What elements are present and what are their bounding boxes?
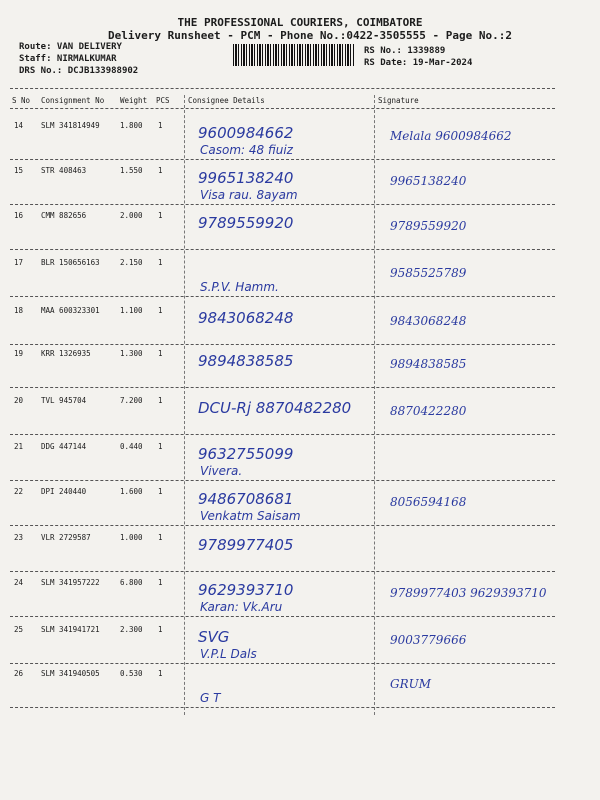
handwritten-phone: DCU-Rj 8870482280 bbox=[198, 399, 352, 417]
row-divider bbox=[10, 616, 555, 617]
cell-pcs: 1 bbox=[158, 533, 163, 542]
handwritten-phone: 9894838585 bbox=[198, 352, 294, 370]
signature: Melala 9600984662 bbox=[390, 129, 512, 143]
cell-consignment: DPI 240440 bbox=[41, 487, 87, 496]
cell-pcs: 1 bbox=[158, 442, 163, 451]
cell-sno: 19 bbox=[14, 349, 24, 358]
cell-consignment: SLM 341940505 bbox=[41, 669, 100, 678]
handwritten-name: G T bbox=[200, 691, 221, 705]
drs-number: DRS No.: DCJB133988902 bbox=[19, 66, 139, 76]
cell-pcs: 1 bbox=[158, 669, 163, 678]
cell-weight: 1.600 bbox=[120, 487, 143, 496]
cell-pcs: 1 bbox=[158, 258, 163, 267]
staff-label: Staff: NIRMALKUMAR bbox=[19, 54, 117, 64]
signature: 9843068248 bbox=[390, 314, 467, 328]
row-divider bbox=[10, 249, 555, 250]
handwritten-name: V.P.L Dals bbox=[200, 647, 257, 661]
table-row bbox=[0, 533, 600, 553]
row-divider bbox=[10, 571, 555, 572]
handwritten-name: Casom: 48 fiuiz bbox=[200, 143, 293, 157]
handwritten-phone: 9629393710 bbox=[198, 581, 294, 599]
cell-consignment: SLM 341814949 bbox=[41, 121, 100, 130]
row-divider bbox=[10, 707, 555, 708]
cell-consignment: DDG 447144 bbox=[41, 442, 87, 451]
cell-sno: 23 bbox=[14, 533, 24, 542]
signature: 8870422280 bbox=[390, 404, 467, 418]
signature: GRUM bbox=[390, 677, 432, 691]
col-consignment: Consignment No bbox=[41, 96, 105, 105]
cell-sno: 24 bbox=[14, 578, 24, 587]
handwritten-phone: 9965138240 bbox=[198, 169, 294, 187]
rs-number: RS No.: 1339889 bbox=[364, 46, 446, 56]
cell-consignment: CMM 882656 bbox=[41, 211, 87, 220]
cell-sno: 15 bbox=[14, 166, 24, 175]
cell-weight: 6.800 bbox=[120, 578, 143, 587]
table-row bbox=[0, 258, 600, 278]
table-row bbox=[0, 625, 600, 645]
cell-consignment: STR 408463 bbox=[41, 166, 87, 175]
rs-date: RS Date: 19-Mar-2024 bbox=[364, 58, 473, 68]
cell-pcs: 1 bbox=[158, 306, 163, 315]
cell-sno: 22 bbox=[14, 487, 24, 496]
cell-pcs: 1 bbox=[158, 211, 163, 220]
cell-weight: 0.530 bbox=[120, 669, 143, 678]
cell-pcs: 1 bbox=[158, 396, 163, 405]
row-divider bbox=[10, 480, 555, 481]
barcode bbox=[233, 44, 355, 66]
cell-sno: 18 bbox=[14, 306, 24, 315]
handwritten-name: Venkatm Saisam bbox=[200, 509, 301, 523]
divider bbox=[10, 108, 555, 109]
cell-sno: 21 bbox=[14, 442, 24, 451]
handwritten-phone: 9789559920 bbox=[198, 214, 294, 232]
company-title: THE PROFESSIONAL COURIERS, COIMBATORE bbox=[177, 16, 423, 29]
cell-consignment: KRR 1326935 bbox=[41, 349, 91, 358]
cell-weight: 1.550 bbox=[120, 166, 143, 175]
signature: 9789559920 bbox=[390, 219, 467, 233]
col-details: Consignee Details bbox=[188, 96, 265, 105]
table-row bbox=[0, 349, 600, 369]
cell-weight: 1.000 bbox=[120, 533, 143, 542]
cell-sno: 20 bbox=[14, 396, 24, 405]
cell-sno: 17 bbox=[14, 258, 24, 267]
row-divider bbox=[10, 344, 555, 345]
cell-weight: 0.440 bbox=[120, 442, 143, 451]
col-sno: S No bbox=[12, 96, 31, 105]
cell-weight: 1.100 bbox=[120, 306, 143, 315]
handwritten-phone: 9789977405 bbox=[198, 536, 294, 554]
cell-consignment: BLR 150656163 bbox=[41, 258, 100, 267]
route-label: Route: VAN DELIVERY bbox=[19, 42, 122, 52]
handwritten-phone: 9632755099 bbox=[198, 445, 294, 463]
signature: 9003779666 bbox=[390, 633, 467, 647]
runsheet-subtitle: Delivery Runsheet - PCM - Phone No.:0422-3505555 - Page No.:2 bbox=[108, 29, 512, 42]
cell-weight: 2.000 bbox=[120, 211, 143, 220]
cell-weight: 1.800 bbox=[120, 121, 143, 130]
cell-weight: 7.200 bbox=[120, 396, 143, 405]
handwritten-name: Visa rau. 8ayam bbox=[200, 188, 298, 202]
handwritten-name: Karan: Vk.Aru bbox=[200, 600, 283, 614]
cell-consignment: SLM 341957222 bbox=[41, 578, 100, 587]
col-weight: Weight bbox=[120, 96, 148, 105]
cell-weight: 1.300 bbox=[120, 349, 143, 358]
table-row bbox=[0, 166, 600, 186]
col-pcs: PCS bbox=[156, 96, 170, 105]
cell-sno: 16 bbox=[14, 211, 24, 220]
cell-consignment: SLM 341941721 bbox=[41, 625, 100, 634]
cell-pcs: 1 bbox=[158, 578, 163, 587]
cell-consignment: TVL 945704 bbox=[41, 396, 87, 405]
cell-weight: 2.150 bbox=[120, 258, 143, 267]
signature: 9965138240 bbox=[390, 174, 467, 188]
handwritten-phone: 9486708681 bbox=[198, 490, 294, 508]
table-row bbox=[0, 211, 600, 231]
row-divider bbox=[10, 159, 555, 160]
cell-pcs: 1 bbox=[158, 625, 163, 634]
row-divider bbox=[10, 387, 555, 388]
cell-pcs: 1 bbox=[158, 121, 163, 130]
table-row bbox=[0, 669, 600, 689]
cell-pcs: 1 bbox=[158, 349, 163, 358]
table-row bbox=[0, 306, 600, 326]
signature: 9585525789 bbox=[390, 266, 467, 280]
handwritten-name: Vivera. bbox=[200, 464, 243, 478]
col-signature: Signature bbox=[378, 96, 419, 105]
row-divider bbox=[10, 525, 555, 526]
cell-consignment: VLR 2729587 bbox=[41, 533, 91, 542]
cell-pcs: 1 bbox=[158, 166, 163, 175]
signature: 8056594168 bbox=[390, 495, 467, 509]
signature: 9789977403 9629393710 bbox=[390, 586, 547, 600]
handwritten-phone: SVG bbox=[198, 628, 230, 646]
handwritten-phone: 9600984662 bbox=[198, 124, 294, 142]
cell-weight: 2.300 bbox=[120, 625, 143, 634]
cell-sno: 14 bbox=[14, 121, 24, 130]
table-row bbox=[0, 487, 600, 507]
divider bbox=[10, 88, 555, 89]
handwritten-phone: 9843068248 bbox=[198, 309, 294, 327]
signature: 9894838585 bbox=[390, 357, 467, 371]
cell-sno: 25 bbox=[14, 625, 24, 634]
cell-consignment: MAA 600323301 bbox=[41, 306, 100, 315]
handwritten-name: S.P.V. Hamm. bbox=[200, 280, 279, 294]
row-divider bbox=[10, 204, 555, 205]
row-divider bbox=[10, 434, 555, 435]
row-divider bbox=[10, 296, 555, 297]
table-row bbox=[0, 442, 600, 462]
cell-sno: 26 bbox=[14, 669, 24, 678]
cell-pcs: 1 bbox=[158, 487, 163, 496]
row-divider bbox=[10, 663, 555, 664]
